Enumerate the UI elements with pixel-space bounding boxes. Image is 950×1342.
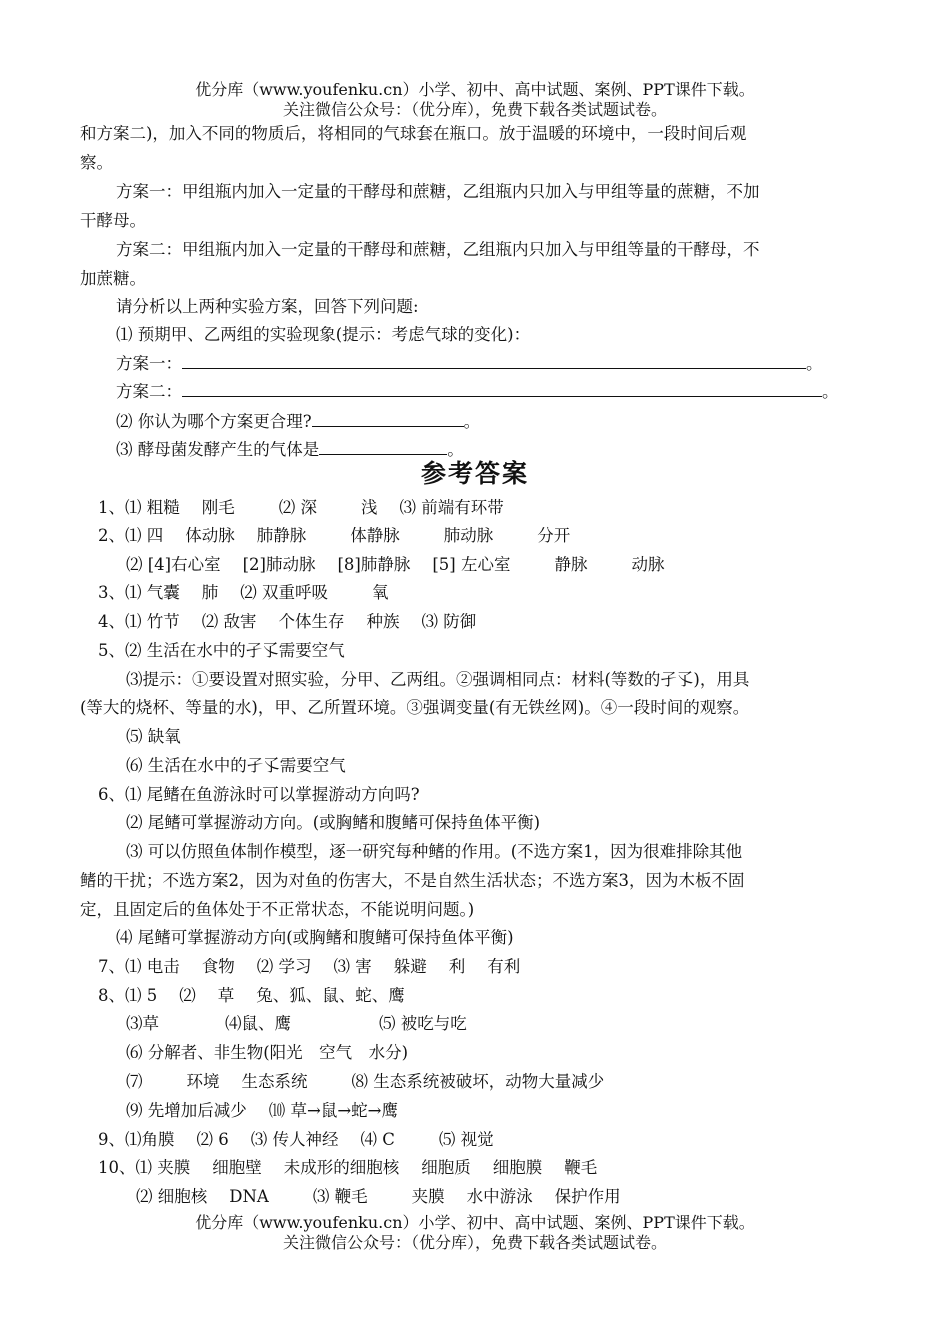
answer-6-part-3a: ⑶ 可以仿照鱼体制作模型，逐一研究每种鳍的作用。(不选方案1，因为很难排除其他	[126, 842, 743, 861]
answer-8-part-3: ⑶草 ⑷鼠、鹰 ⑸ 被吃与吃	[126, 1014, 467, 1033]
plan-two-answer-line: 方案二： 。	[116, 382, 839, 401]
answer-8-part-6: ⑹ 分解者、非生物(阳光 空气 水分)	[126, 1043, 409, 1062]
answer-blank-q3[interactable]	[319, 438, 447, 455]
answer-6-part-2: ⑵ 尾鳍可掌握游动方向。(或胸鳍和腹鳍可保持鱼体平衡)	[126, 813, 541, 832]
sub-question-3: ⑶ 酵母菌发酵产生的气体是 。	[116, 440, 464, 459]
answer-6-part-4: ⑷ 尾鳍可掌握游动方向(或胸鳍和腹鳍可保持鱼体平衡)	[116, 928, 514, 947]
question-paragraph-1b: 察。	[80, 153, 113, 172]
answer-10-part-2: ⑵ 细胞核 DNA ⑶ 鞭毛 夹膜 水中游泳 保护作用	[136, 1187, 621, 1206]
plan-two-text-a: 方案二：甲组瓶内加入一定量的干酵母和蔗糖，乙组瓶内只加入与甲组等量的干酵母，不	[116, 240, 760, 259]
answer-7: 7、⑴ 电击 食物 ⑵ 学习 ⑶ 害 躲避 利 有利	[98, 957, 521, 976]
answer-4: 4、⑴ 竹节 ⑵ 敌害 个体生存 种族 ⑶ 防御	[98, 612, 477, 631]
answer-6-part-1: 6、⑴ 尾鳍在鱼游泳时可以掌握游动方向吗?	[98, 785, 420, 804]
answer-5-part-6: ⑹ 生活在水中的孑孓需要空气	[126, 756, 346, 775]
answers-title: 参考答案	[420, 459, 529, 488]
footer-line-2: 关注微信公众号：（优分库），免费下载各类试题试卷。	[282, 1233, 667, 1252]
sub-question-2: ⑵ 你认为哪个方案更合理? 。	[116, 412, 481, 431]
header-line-2: 关注微信公众号：（优分库），免费下载各类试题试卷。	[282, 100, 667, 119]
answer-blank-q2[interactable]	[312, 410, 464, 427]
answer-8-part-9: ⑼ 先增加后减少 ⑽ 草→鼠→蛇→鹰	[126, 1101, 398, 1120]
answer-1: 1、⑴ 粗糙 刚毛 ⑵ 深 浅 ⑶ 前端有环带	[98, 498, 504, 517]
analysis-prompt: 请分析以上两种实验方案，回答下列问题:	[116, 297, 419, 316]
answer-2-part-2: ⑵ [4]右心室 [2]肺动脉 [8]肺静脉 [5] 左心室 静脉 动脉	[126, 555, 665, 574]
answer-blank-plan-one[interactable]	[182, 352, 806, 369]
plan-two-text-b: 加蔗糖。	[80, 269, 146, 288]
answer-3: 3、⑴ 气囊 肺 ⑵ 双重呼吸 氧	[98, 583, 389, 602]
answer-5: 5、⑵ 生活在水中的孑孓需要空气	[98, 641, 345, 660]
header-line-1: 优分库（www.youfenku.cn）小学、初中、高中试题、案例、PPT课件下载。	[195, 80, 755, 99]
footer-line-1: 优分库（www.youfenku.cn）小学、初中、高中试题、案例、PPT课件下载。	[195, 1213, 755, 1232]
answer-5-part-3b: (等大的烧杯、等量的水)，甲、乙所置环境。③强调变量(有无铁丝网)。④一段时间的观察。	[80, 698, 750, 717]
answer-2: 2、⑴ 四 体动脉 肺静脉 体静脉 肺动脉 分开	[98, 526, 571, 545]
answer-8-part-7: ⑺ 环境 生态系统 ⑻ 生态系统被破坏，动物大量减少	[126, 1072, 605, 1091]
answer-5-part-3a: ⑶提示：①要设置对照实验，分甲、乙两组。②强调相同点：材料(等数的孑孓)，用具	[126, 670, 750, 689]
sub-question-1: ⑴ 预期甲、乙两组的实验现象(提示：考虑气球的变化)：	[116, 325, 531, 344]
answer-5-part-5: ⑸ 缺氧	[126, 727, 181, 746]
answer-6-part-3c: 定，且固定后的鱼体处于不正常状态，不能说明问题。)	[80, 900, 475, 919]
answer-10-part-1: 10、⑴ 夹膜 细胞壁 未成形的细胞核 细胞质 细胞膜 鞭毛	[98, 1158, 598, 1177]
answer-8-part-1: 8、⑴ 5 ⑵ 草 兔、狐、鼠、蛇、鹰	[98, 986, 405, 1005]
answer-blank-plan-two[interactable]	[182, 380, 822, 397]
question-paragraph-1a: 和方案二)，加入不同的物质后，将相同的气球套在瓶口。放于温暖的环境中，一段时间后观	[80, 124, 747, 143]
plan-one-text-b: 干酵母。	[80, 211, 146, 230]
plan-one-answer-line: 方案一： 。	[116, 354, 823, 373]
answer-6-part-3b: 鳍的干扰；不选方案2，因为对鱼的伤害大，不是自然生活状态；不选方案3，因为木板不固	[80, 871, 745, 890]
plan-one-text-a: 方案一：甲组瓶内加入一定量的干酵母和蔗糖，乙组瓶内只加入与甲组等量的蔗糖，不加	[116, 182, 760, 201]
answer-9: 9、⑴角膜 ⑵ 6 ⑶ 传人神经 ⑷ C ⑸ 视觉	[98, 1130, 494, 1149]
